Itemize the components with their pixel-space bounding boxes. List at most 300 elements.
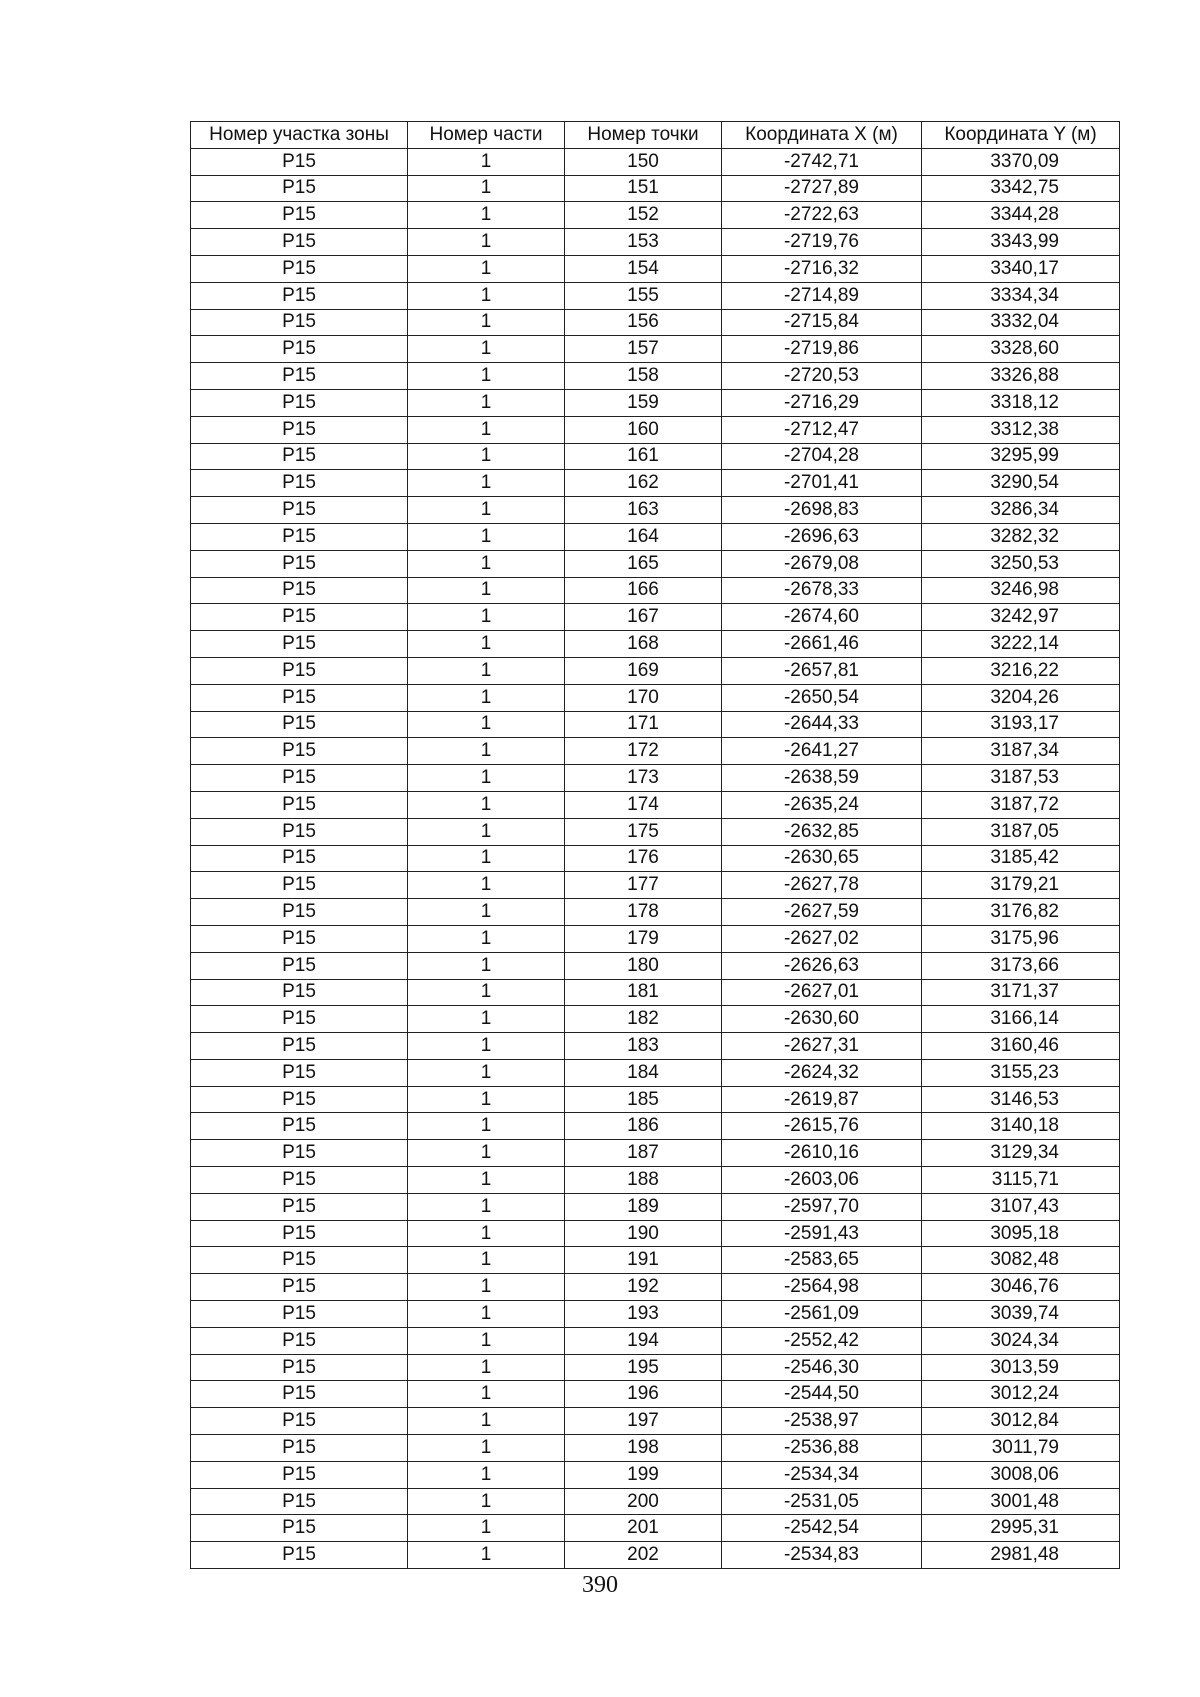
cell-part-number: 1 (408, 845, 565, 872)
cell-point-number: 190 (565, 1220, 722, 1247)
cell-coordinate-y: 3082,48 (922, 1247, 1120, 1274)
cell-zone-section: P15 (191, 1167, 408, 1194)
cell-part-number: 1 (408, 443, 565, 470)
cell-coordinate-y: 3013,59 (922, 1354, 1120, 1381)
page-number: 390 (582, 1572, 618, 1598)
cell-zone-section: P15 (191, 416, 408, 443)
cell-coordinate-y: 3295,99 (922, 443, 1120, 470)
cell-point-number: 193 (565, 1301, 722, 1328)
cell-coordinate-x: -2632,85 (722, 818, 922, 845)
cell-part-number: 1 (408, 175, 565, 202)
cell-zone-section: P15 (191, 1113, 408, 1140)
cell-coordinate-x: -2644,33 (722, 711, 922, 738)
cell-part-number: 1 (408, 1408, 565, 1435)
table-row (191, 1140, 1120, 1167)
cell-point-number: 182 (565, 1006, 722, 1033)
cell-zone-section: P15 (191, 309, 408, 336)
cell-part-number: 1 (408, 389, 565, 416)
table-row (191, 1274, 1120, 1301)
cell-coordinate-x: -2531,05 (722, 1488, 922, 1515)
cell-coordinate-x: -2615,76 (722, 1113, 922, 1140)
cell-coordinate-x: -2742,71 (722, 148, 922, 175)
cell-part-number: 1 (408, 202, 565, 229)
cell-zone-section: P15 (191, 765, 408, 792)
table-header-row (191, 122, 1120, 149)
cell-zone-section: P15 (191, 1488, 408, 1515)
cell-coordinate-x: -2727,89 (722, 175, 922, 202)
cell-coordinate-x: -2627,02 (722, 925, 922, 952)
table-row (191, 1381, 1120, 1408)
cell-zone-section: P15 (191, 1274, 408, 1301)
table-row (191, 899, 1120, 926)
cell-part-number: 1 (408, 791, 565, 818)
cell-coordinate-y: 3107,43 (922, 1193, 1120, 1220)
cell-part-number: 1 (408, 255, 565, 282)
table-row (191, 550, 1120, 577)
cell-zone-section: P15 (191, 1193, 408, 1220)
cell-point-number: 173 (565, 765, 722, 792)
cell-coordinate-x: -2534,83 (722, 1542, 922, 1569)
cell-coordinate-x: -2546,30 (722, 1354, 922, 1381)
table-row (191, 765, 1120, 792)
cell-coordinate-y: 3155,23 (922, 1059, 1120, 1086)
table-body (191, 148, 1120, 1568)
cell-coordinate-y: 3140,18 (922, 1113, 1120, 1140)
cell-zone-section: P15 (191, 899, 408, 926)
cell-part-number: 1 (408, 523, 565, 550)
cell-coordinate-x: -2627,59 (722, 899, 922, 926)
cell-coordinate-y: 3095,18 (922, 1220, 1120, 1247)
cell-part-number: 1 (408, 631, 565, 658)
cell-zone-section: P15 (191, 604, 408, 631)
cell-coordinate-y: 3332,04 (922, 309, 1120, 336)
cell-coordinate-x: -2583,65 (722, 1247, 922, 1274)
cell-zone-section: P15 (191, 148, 408, 175)
cell-coordinate-y: 3343,99 (922, 229, 1120, 256)
cell-coordinate-x: -2661,46 (722, 631, 922, 658)
cell-point-number: 196 (565, 1381, 722, 1408)
cell-zone-section: P15 (191, 202, 408, 229)
cell-coordinate-y: 3171,37 (922, 979, 1120, 1006)
cell-coordinate-y: 3185,42 (922, 845, 1120, 872)
cell-coordinate-x: -2534,34 (722, 1461, 922, 1488)
cell-zone-section: P15 (191, 925, 408, 952)
cell-coordinate-x: -2678,33 (722, 577, 922, 604)
cell-part-number: 1 (408, 1515, 565, 1542)
cell-point-number: 169 (565, 657, 722, 684)
cell-zone-section: P15 (191, 1247, 408, 1274)
cell-point-number: 168 (565, 631, 722, 658)
cell-zone-section: P15 (191, 175, 408, 202)
table-row (191, 148, 1120, 175)
table-row (191, 309, 1120, 336)
table-row (191, 604, 1120, 631)
cell-coordinate-x: -2714,89 (722, 282, 922, 309)
table-row (191, 389, 1120, 416)
cell-coordinate-y: 3242,97 (922, 604, 1120, 631)
cell-point-number: 198 (565, 1435, 722, 1462)
table-row (191, 1515, 1120, 1542)
cell-point-number: 183 (565, 1033, 722, 1060)
table-row (191, 1059, 1120, 1086)
cell-zone-section: P15 (191, 1461, 408, 1488)
cell-zone-section: P15 (191, 523, 408, 550)
cell-coordinate-x: -2603,06 (722, 1167, 922, 1194)
cell-point-number: 154 (565, 255, 722, 282)
cell-coordinate-y: 3246,98 (922, 577, 1120, 604)
table-row (191, 175, 1120, 202)
cell-coordinate-x: -2544,50 (722, 1381, 922, 1408)
cell-zone-section: P15 (191, 229, 408, 256)
cell-point-number: 177 (565, 872, 722, 899)
cell-point-number: 179 (565, 925, 722, 952)
cell-zone-section: P15 (191, 577, 408, 604)
table-row (191, 1542, 1120, 1569)
cell-zone-section: P15 (191, 1408, 408, 1435)
cell-coordinate-y: 2995,31 (922, 1515, 1120, 1542)
cell-part-number: 1 (408, 470, 565, 497)
cell-coordinate-x: -2696,63 (722, 523, 922, 550)
cell-coordinate-y: 3342,75 (922, 175, 1120, 202)
cell-coordinate-y: 3282,32 (922, 523, 1120, 550)
cell-zone-section: P15 (191, 631, 408, 658)
cell-zone-section: P15 (191, 952, 408, 979)
table-row (191, 1113, 1120, 1140)
cell-coordinate-x: -2674,60 (722, 604, 922, 631)
header-part-number: Номер части (408, 122, 565, 149)
cell-zone-section: P15 (191, 1327, 408, 1354)
cell-coordinate-y: 3046,76 (922, 1274, 1120, 1301)
cell-zone-section: P15 (191, 497, 408, 524)
table-row (191, 711, 1120, 738)
cell-coordinate-y: 3250,53 (922, 550, 1120, 577)
header-coordinate-x: Координата X (м) (722, 122, 922, 149)
cell-zone-section: P15 (191, 550, 408, 577)
cell-part-number: 1 (408, 738, 565, 765)
cell-point-number: 170 (565, 684, 722, 711)
cell-coordinate-y: 3179,21 (922, 872, 1120, 899)
cell-point-number: 185 (565, 1086, 722, 1113)
cell-part-number: 1 (408, 1461, 565, 1488)
cell-coordinate-x: -2638,59 (722, 765, 922, 792)
cell-part-number: 1 (408, 818, 565, 845)
cell-part-number: 1 (408, 148, 565, 175)
table-row (191, 1006, 1120, 1033)
cell-coordinate-y: 3216,22 (922, 657, 1120, 684)
cell-coordinate-x: -2591,43 (722, 1220, 922, 1247)
cell-coordinate-y: 3326,88 (922, 363, 1120, 390)
cell-point-number: 184 (565, 1059, 722, 1086)
table-row (191, 684, 1120, 711)
cell-part-number: 1 (408, 1488, 565, 1515)
cell-coordinate-x: -2610,16 (722, 1140, 922, 1167)
cell-point-number: 202 (565, 1542, 722, 1569)
table-row (191, 229, 1120, 256)
cell-zone-section: P15 (191, 255, 408, 282)
table-row (191, 1220, 1120, 1247)
cell-zone-section: P15 (191, 738, 408, 765)
cell-coordinate-x: -2536,88 (722, 1435, 922, 1462)
cell-point-number: 189 (565, 1193, 722, 1220)
table-row (191, 1247, 1120, 1274)
cell-coordinate-y: 3173,66 (922, 952, 1120, 979)
table-row (191, 952, 1120, 979)
table-row (191, 1408, 1120, 1435)
cell-coordinate-x: -2627,01 (722, 979, 922, 1006)
cell-part-number: 1 (408, 229, 565, 256)
cell-point-number: 191 (565, 1247, 722, 1274)
cell-point-number: 165 (565, 550, 722, 577)
cell-part-number: 1 (408, 1274, 565, 1301)
cell-zone-section: P15 (191, 443, 408, 470)
cell-coordinate-y: 3334,34 (922, 282, 1120, 309)
cell-zone-section: P15 (191, 470, 408, 497)
cell-coordinate-y: 3011,79 (922, 1435, 1120, 1462)
cell-coordinate-y: 3187,72 (922, 791, 1120, 818)
cell-zone-section: P15 (191, 282, 408, 309)
cell-coordinate-y: 3008,06 (922, 1461, 1120, 1488)
table-row (191, 497, 1120, 524)
cell-zone-section: P15 (191, 818, 408, 845)
cell-part-number: 1 (408, 550, 565, 577)
cell-coordinate-y: 3039,74 (922, 1301, 1120, 1328)
cell-zone-section: P15 (191, 1059, 408, 1086)
table-row (191, 363, 1120, 390)
cell-point-number: 157 (565, 336, 722, 363)
table-row (191, 791, 1120, 818)
cell-coordinate-y: 3290,54 (922, 470, 1120, 497)
cell-part-number: 1 (408, 1140, 565, 1167)
table-row (191, 1435, 1120, 1462)
cell-coordinate-y: 3187,05 (922, 818, 1120, 845)
cell-point-number: 192 (565, 1274, 722, 1301)
table-row (191, 443, 1120, 470)
cell-zone-section: P15 (191, 791, 408, 818)
cell-coordinate-y: 3328,60 (922, 336, 1120, 363)
cell-coordinate-y: 3115,71 (922, 1167, 1120, 1194)
cell-part-number: 1 (408, 604, 565, 631)
cell-coordinate-x: -2538,97 (722, 1408, 922, 1435)
cell-coordinate-y: 3012,84 (922, 1408, 1120, 1435)
cell-coordinate-x: -2716,32 (722, 255, 922, 282)
cell-zone-section: P15 (191, 979, 408, 1006)
cell-coordinate-x: -2719,86 (722, 336, 922, 363)
header-point-number: Номер точки (565, 122, 722, 149)
cell-coordinate-x: -2597,70 (722, 1193, 922, 1220)
cell-coordinate-x: -2650,54 (722, 684, 922, 711)
cell-part-number: 1 (408, 925, 565, 952)
cell-point-number: 181 (565, 979, 722, 1006)
cell-part-number: 1 (408, 1435, 565, 1462)
table-row (191, 1354, 1120, 1381)
cell-point-number: 195 (565, 1354, 722, 1381)
cell-coordinate-y: 3187,34 (922, 738, 1120, 765)
cell-zone-section: P15 (191, 1006, 408, 1033)
cell-coordinate-y: 3286,34 (922, 497, 1120, 524)
cell-part-number: 1 (408, 684, 565, 711)
cell-point-number: 172 (565, 738, 722, 765)
table-row (191, 1193, 1120, 1220)
cell-coordinate-y: 3344,28 (922, 202, 1120, 229)
cell-zone-section: P15 (191, 657, 408, 684)
cell-zone-section: P15 (191, 711, 408, 738)
table-row (191, 282, 1120, 309)
cell-coordinate-y: 3370,09 (922, 148, 1120, 175)
table-row (191, 1327, 1120, 1354)
cell-point-number: 167 (565, 604, 722, 631)
cell-point-number: 197 (565, 1408, 722, 1435)
header-zone-section: Номер участка зоны (191, 122, 408, 149)
table-row (191, 470, 1120, 497)
cell-coordinate-x: -2679,08 (722, 550, 922, 577)
cell-part-number: 1 (408, 765, 565, 792)
cell-coordinate-x: -2722,63 (722, 202, 922, 229)
cell-point-number: 187 (565, 1140, 722, 1167)
cell-coordinate-x: -2657,81 (722, 657, 922, 684)
cell-point-number: 166 (565, 577, 722, 604)
cell-coordinate-y: 3222,14 (922, 631, 1120, 658)
cell-coordinate-y: 2981,48 (922, 1542, 1120, 1569)
cell-coordinate-y: 3176,82 (922, 899, 1120, 926)
cell-zone-section: P15 (191, 1354, 408, 1381)
cell-coordinate-x: -2698,83 (722, 497, 922, 524)
cell-point-number: 180 (565, 952, 722, 979)
cell-part-number: 1 (408, 1086, 565, 1113)
cell-part-number: 1 (408, 952, 565, 979)
cell-coordinate-y: 3146,53 (922, 1086, 1120, 1113)
table-row (191, 872, 1120, 899)
table-row (191, 255, 1120, 282)
table-row (191, 336, 1120, 363)
cell-coordinate-y: 3129,34 (922, 1140, 1120, 1167)
cell-coordinate-y: 3312,38 (922, 416, 1120, 443)
cell-coordinate-y: 3166,14 (922, 1006, 1120, 1033)
cell-part-number: 1 (408, 577, 565, 604)
cell-coordinate-x: -2630,60 (722, 1006, 922, 1033)
cell-part-number: 1 (408, 657, 565, 684)
cell-part-number: 1 (408, 1247, 565, 1274)
cell-part-number: 1 (408, 1059, 565, 1086)
cell-coordinate-x: -2701,41 (722, 470, 922, 497)
table-row (191, 1488, 1120, 1515)
cell-part-number: 1 (408, 1354, 565, 1381)
cell-coordinate-y: 3024,34 (922, 1327, 1120, 1354)
cell-coordinate-x: -2552,42 (722, 1327, 922, 1354)
coordinates-table (190, 121, 1120, 1569)
cell-part-number: 1 (408, 1327, 565, 1354)
cell-point-number: 171 (565, 711, 722, 738)
cell-part-number: 1 (408, 363, 565, 390)
cell-coordinate-x: -2564,98 (722, 1274, 922, 1301)
cell-part-number: 1 (408, 282, 565, 309)
cell-coordinate-x: -2630,65 (722, 845, 922, 872)
cell-part-number: 1 (408, 899, 565, 926)
table-row (191, 202, 1120, 229)
cell-coordinate-x: -2712,47 (722, 416, 922, 443)
cell-zone-section: P15 (191, 336, 408, 363)
cell-coordinate-x: -2641,27 (722, 738, 922, 765)
cell-part-number: 1 (408, 1193, 565, 1220)
table-row (191, 925, 1120, 952)
cell-zone-section: P15 (191, 872, 408, 899)
cell-point-number: 162 (565, 470, 722, 497)
cell-point-number: 186 (565, 1113, 722, 1140)
cell-part-number: 1 (408, 1033, 565, 1060)
cell-zone-section: P15 (191, 1086, 408, 1113)
table-row (191, 1033, 1120, 1060)
table-row (191, 818, 1120, 845)
cell-coordinate-y: 3340,17 (922, 255, 1120, 282)
cell-point-number: 199 (565, 1461, 722, 1488)
header-coordinate-y: Координата Y (м) (922, 122, 1120, 149)
cell-point-number: 152 (565, 202, 722, 229)
cell-point-number: 194 (565, 1327, 722, 1354)
table-row (191, 523, 1120, 550)
cell-coordinate-x: -2720,53 (722, 363, 922, 390)
cell-point-number: 178 (565, 899, 722, 926)
table-row (191, 631, 1120, 658)
table-row (191, 1167, 1120, 1194)
cell-coordinate-x: -2715,84 (722, 309, 922, 336)
cell-part-number: 1 (408, 416, 565, 443)
cell-part-number: 1 (408, 1381, 565, 1408)
cell-coordinate-x: -2719,76 (722, 229, 922, 256)
cell-point-number: 163 (565, 497, 722, 524)
table-row (191, 416, 1120, 443)
cell-point-number: 160 (565, 416, 722, 443)
cell-part-number: 1 (408, 979, 565, 1006)
cell-zone-section: P15 (191, 389, 408, 416)
cell-coordinate-x: -2627,31 (722, 1033, 922, 1060)
table-row (191, 577, 1120, 604)
table-row (191, 1086, 1120, 1113)
table-row (191, 1461, 1120, 1488)
cell-zone-section: P15 (191, 1515, 408, 1542)
table-row (191, 845, 1120, 872)
cell-coordinate-x: -2624,32 (722, 1059, 922, 1086)
cell-coordinate-x: -2561,09 (722, 1301, 922, 1328)
cell-coordinate-y: 3318,12 (922, 389, 1120, 416)
cell-point-number: 159 (565, 389, 722, 416)
cell-coordinate-x: -2619,87 (722, 1086, 922, 1113)
cell-coordinate-x: -2635,24 (722, 791, 922, 818)
cell-zone-section: P15 (191, 363, 408, 390)
cell-coordinate-y: 3012,24 (922, 1381, 1120, 1408)
cell-point-number: 155 (565, 282, 722, 309)
cell-zone-section: P15 (191, 845, 408, 872)
cell-zone-section: P15 (191, 1140, 408, 1167)
cell-point-number: 158 (565, 363, 722, 390)
cell-zone-section: P15 (191, 1381, 408, 1408)
cell-point-number: 161 (565, 443, 722, 470)
cell-point-number: 156 (565, 309, 722, 336)
cell-coordinate-x: -2716,29 (722, 389, 922, 416)
cell-point-number: 164 (565, 523, 722, 550)
cell-point-number: 174 (565, 791, 722, 818)
cell-part-number: 1 (408, 1167, 565, 1194)
cell-coordinate-y: 3193,17 (922, 711, 1120, 738)
table-row (191, 738, 1120, 765)
cell-zone-section: P15 (191, 1542, 408, 1569)
cell-zone-section: P15 (191, 1301, 408, 1328)
cell-point-number: 153 (565, 229, 722, 256)
cell-point-number: 150 (565, 148, 722, 175)
cell-zone-section: P15 (191, 1220, 408, 1247)
table-row (191, 1301, 1120, 1328)
cell-coordinate-y: 3160,46 (922, 1033, 1120, 1060)
cell-coordinate-x: -2704,28 (722, 443, 922, 470)
cell-zone-section: P15 (191, 1033, 408, 1060)
